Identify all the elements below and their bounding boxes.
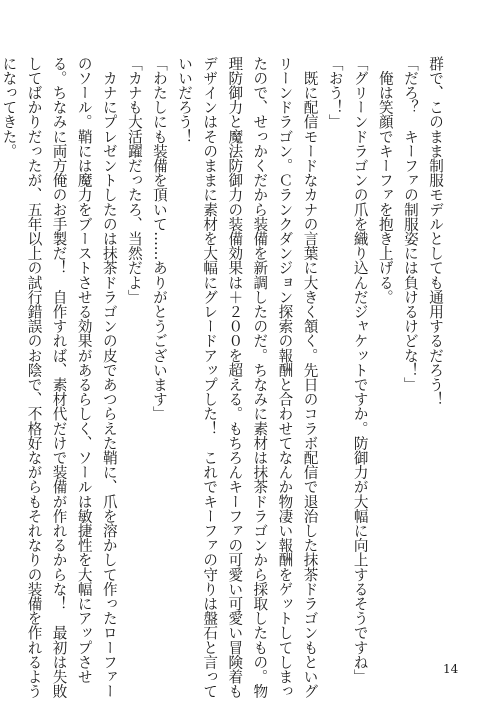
text-line: になってきた。	[0, 56, 18, 159]
page-number: 14	[443, 662, 459, 676]
text-line: リーンドラゴン。Ｃランクダンジョン探索の報酬と合わせてなんか物凄い報酬をゲットしてしまっ	[276, 56, 294, 699]
text-line: 「グリーンドラゴンの爪を織り込んだジャケットですか。防御力が大幅に向上するそうですね」	[351, 56, 369, 684]
text-line: デザインはそのままに素材を大幅にグレードアップした！ これでキーファの守りは盤石と言って	[201, 56, 219, 699]
text-line: のソール。鞘には魔力をブーストさせる効果があるらしく、ソールは敏捷性を大幅にアップさせ	[75, 56, 93, 684]
text-line: 「おう！」	[326, 56, 344, 129]
text-line: 既に配信モードなカナの言葉に大きく頷く。先日のコラボ配信で退治した抹茶ドラゴンもといグ	[301, 56, 319, 699]
text-line: 「わたしにも装備を頂いて……ありがとうございます」	[150, 56, 168, 421]
text-line: してばかりだったが、五年以上の試行錯誤のお陰で、不格好ながらもそれなりの装備を作れるよう	[25, 56, 43, 699]
text-line: 俺は笑顔でキーファを抱き上げる。	[376, 56, 394, 305]
text-line: たので、せっかくだから装備を新調したのだ。ちなみに素材は抹茶ドラゴンから採取したもの。物	[251, 56, 269, 699]
text-line: 理防御力と魔法防御力の装備効果は＋２００を超える。もちろんキーファの可愛い可愛い冒険着も	[226, 56, 244, 699]
text-line: いいだろう！	[176, 56, 194, 144]
text-line: 「カナも大活躍だったろ、当然だよ」	[125, 56, 143, 305]
text-line: 「だろ？ キーファの制服姿には負けるけどな！」	[401, 56, 419, 392]
text-line: 群で、このまま制服モデルとしても通用するだろう！	[427, 56, 444, 407]
text-line: る。ちなみに両方俺のお手製だ！ 自作すれば、素材代だけで装備が作れるからな！ 最初は失敗	[50, 56, 68, 699]
vertical-body-text	[0, 56, 448, 699]
text-line: カナにプレゼントしたのは抹茶ドラゴンの皮であつらえた鞘に、爪を溶かして作ったローファー	[100, 56, 118, 699]
